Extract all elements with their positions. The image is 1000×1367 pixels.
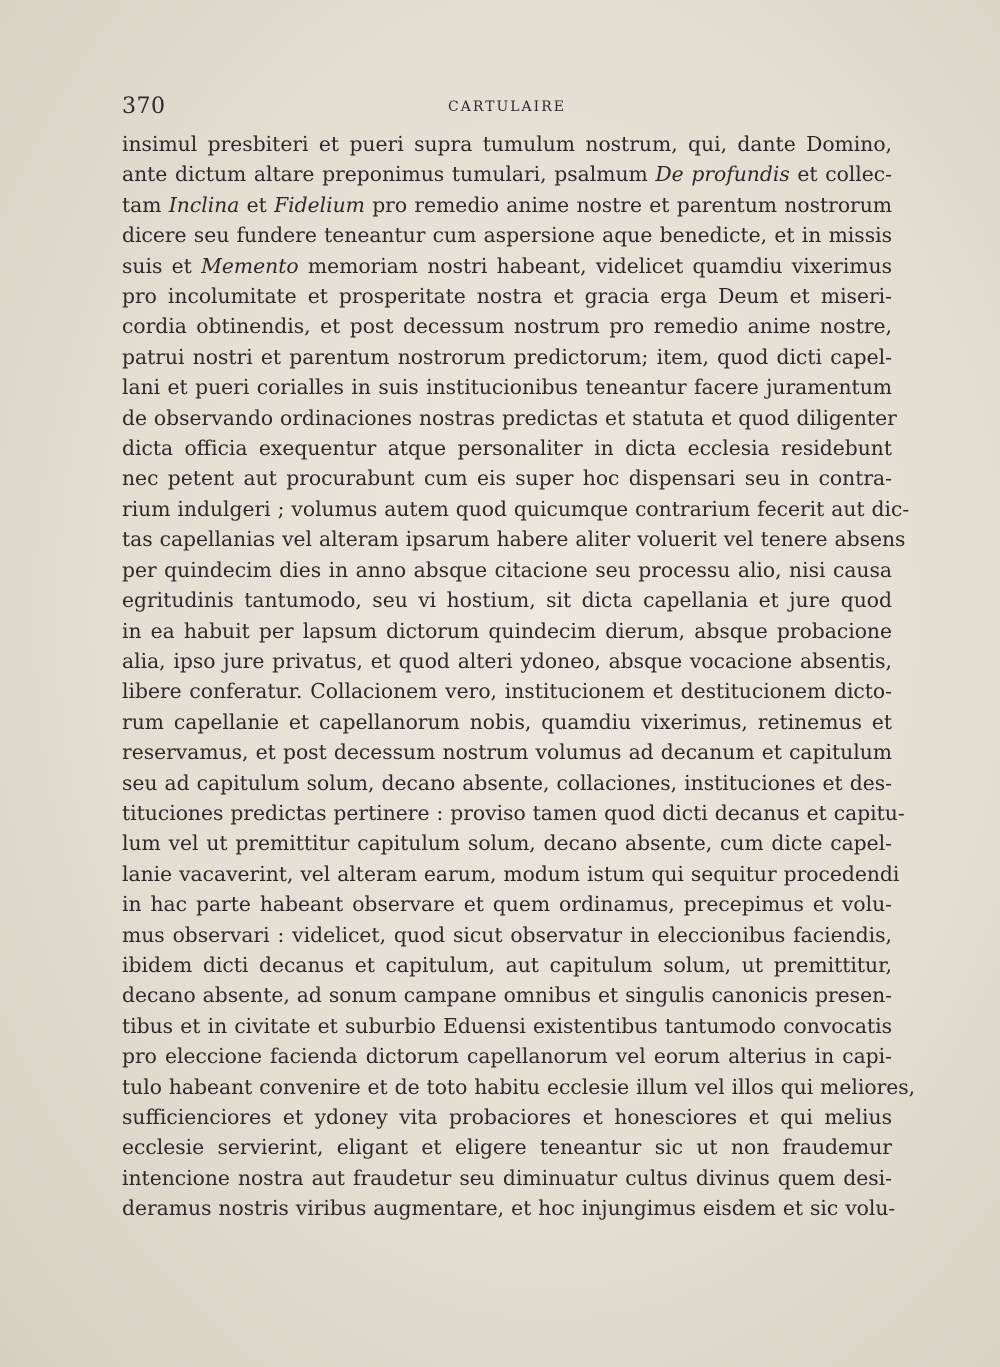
page-number: 370 [122,94,166,119]
text-line [122,768,892,798]
running-title: CARTULAIRE [448,99,566,115]
text-segment: tas capellanias vel alteram ipsarum habere aliter voluerit vel tenere absens [122,527,906,552]
text-segment: patrui nostri et parentum nostrorum predictorum; item, quod dicti capel- [122,344,892,369]
text-segment: tituciones predictas pertinere : proviso tamen quod dicti decanus et capitu- [122,800,905,825]
text-line [122,980,892,1010]
italic-term: Memento [201,253,299,278]
italic-term: Inclina [168,192,240,217]
text-line [122,129,892,159]
text-line [122,190,892,220]
text-line [122,342,892,372]
text-line [122,1132,892,1162]
text-line [122,1011,892,1041]
text-segment: pro eleccione facienda dictorum capellanorum vel eorum alterius in capi- [122,1044,892,1069]
text-line [122,828,892,858]
text-line [122,159,892,189]
text-segment: sufficienciores et ydoney vita probaciores et honesciores et qui melius [122,1105,892,1129]
text-segment: de observando ordinaciones nostras predictas et statuta et quod diligenter [122,405,897,430]
text-segment: suis et [122,253,202,278]
text-segment: deramus nostris viribus augmentare, et hoc injungimus eisdem et sic volu- [122,1196,896,1221]
italic-term: Fidelium [274,192,365,217]
body-text [122,129,916,1224]
running-head [122,92,890,122]
text-segment: tulo habeant convenire et de toto habitu ecclesie illum vel illos qui meliores, [122,1074,916,1099]
text-segment: rum capellanie et capellanorum nobis, quamdiu vixerimus, retinemus et [122,709,892,734]
text-segment: ante dictum altare preponimus tumulari, psalmum [122,162,656,187]
text-segment: pro remedio anime nostre et parentum nostrorum [364,192,893,217]
text-segment: reservamus, et post decessum nostrum volumus ad decanum et capitulum [122,740,892,765]
text-segment: intencione nostra aut fraudetur seu diminuatur cultus divinus quem desi- [122,1165,892,1190]
text-segment: in ea habuit per lapsum dictorum quindecim dierum, absque probacione [122,618,892,643]
text-line [122,676,892,706]
text-line [122,737,892,767]
text-segment: tam [122,192,169,217]
text-line [122,707,892,737]
text-segment: ibidem dicti decanus et capitulum, aut capitulum solum, ut premittitur, [122,952,892,977]
text-segment: insimul presbiteri et pueri supra tumulum nostrum, qui, dante Domino, [122,132,892,156]
text-segment: lani et pueri corialles in suis institucionibus teneantur facere juramentum [122,375,892,400]
text-line [122,646,892,676]
text-segment: pro incolumitate et prosperitate nostra et gracia erga Deum et miseri- [122,284,892,309]
text-line [122,950,892,980]
text-line [122,616,892,646]
text-line [122,1193,896,1223]
text-segment: ecclesie servierint, eligant et eligere teneantur sic ut non fraudemur [122,1135,892,1160]
text-line [122,889,892,919]
text-segment: libere conferatur. Collacionem vero, institucionem et destitucionem dicto- [122,679,892,704]
text-segment: lanie vacaverint, vel alteram earum, modum istum qui sequitur procedendi [122,861,900,886]
text-line [122,524,906,554]
text-line [122,372,892,402]
text-line [122,859,900,889]
text-line [122,585,892,615]
text-segment: per quindecim dies in anno absque citacione seu processu alio, nisi causa [122,557,892,582]
text-segment: decano absente, ad sonum campane omnibus et singulis canonicis presen- [122,983,892,1008]
text-segment: alia, ipso jure privatus, et quod alteri ydoneo, absque vocacione absentis, [122,648,892,673]
text-line [122,251,892,281]
italic-term: De profundis [655,162,790,187]
text-segment: egritudinis tantumodo, seu vi hostium, sit dicta capellania et jure quod [122,588,892,613]
text-segment: lum vel ut premittitur capitulum solum, decano absente, cum dicte capel- [122,831,892,856]
text-segment: mus observari : videlicet, quod sicut observatur in eleccionibus faciendis, [122,922,892,947]
text-segment: et [239,192,275,217]
text-line [122,798,905,828]
text-line [122,1163,892,1193]
text-line [122,1041,892,1071]
text-segment: in hac parte habeant observare et quem ordinamus, precepimus et volu- [122,892,892,917]
text-line [122,433,892,463]
text-line [122,920,892,950]
text-line [122,1102,892,1132]
text-line [122,311,892,341]
text-line [122,1072,916,1102]
text-line [122,494,910,524]
text-segment: dicta officia exequentur atque personaliter in dicta ecclesia residebunt [122,436,892,461]
text-line [122,463,892,493]
text-segment: tibus et in civitate et suburbio Eduensi existentibus tantumodo convocatis [122,1013,892,1038]
text-line [122,220,892,250]
text-segment: rium indulgeri ; volumus autem quod quicumque contrarium fecerit aut dic- [122,496,910,521]
text-segment: et collec- [789,162,892,187]
text-segment: cordia obtinendis, et post decessum nostrum pro remedio anime nostre, [122,314,892,339]
text-line [122,403,897,433]
text-line [122,555,892,585]
text-segment: dicere seu fundere teneantur cum aspersione aque benedicte, et in missis [122,223,892,248]
text-segment: memoriam nostri habeant, videlicet quamdiu vixerimus [298,253,893,278]
text-line [122,281,892,311]
text-segment: nec petent aut procurabunt cum eis super hoc dispensari seu in contra- [122,466,892,491]
text-segment: seu ad capitulum solum, decano absente, collaciones, instituciones et des- [122,770,892,795]
